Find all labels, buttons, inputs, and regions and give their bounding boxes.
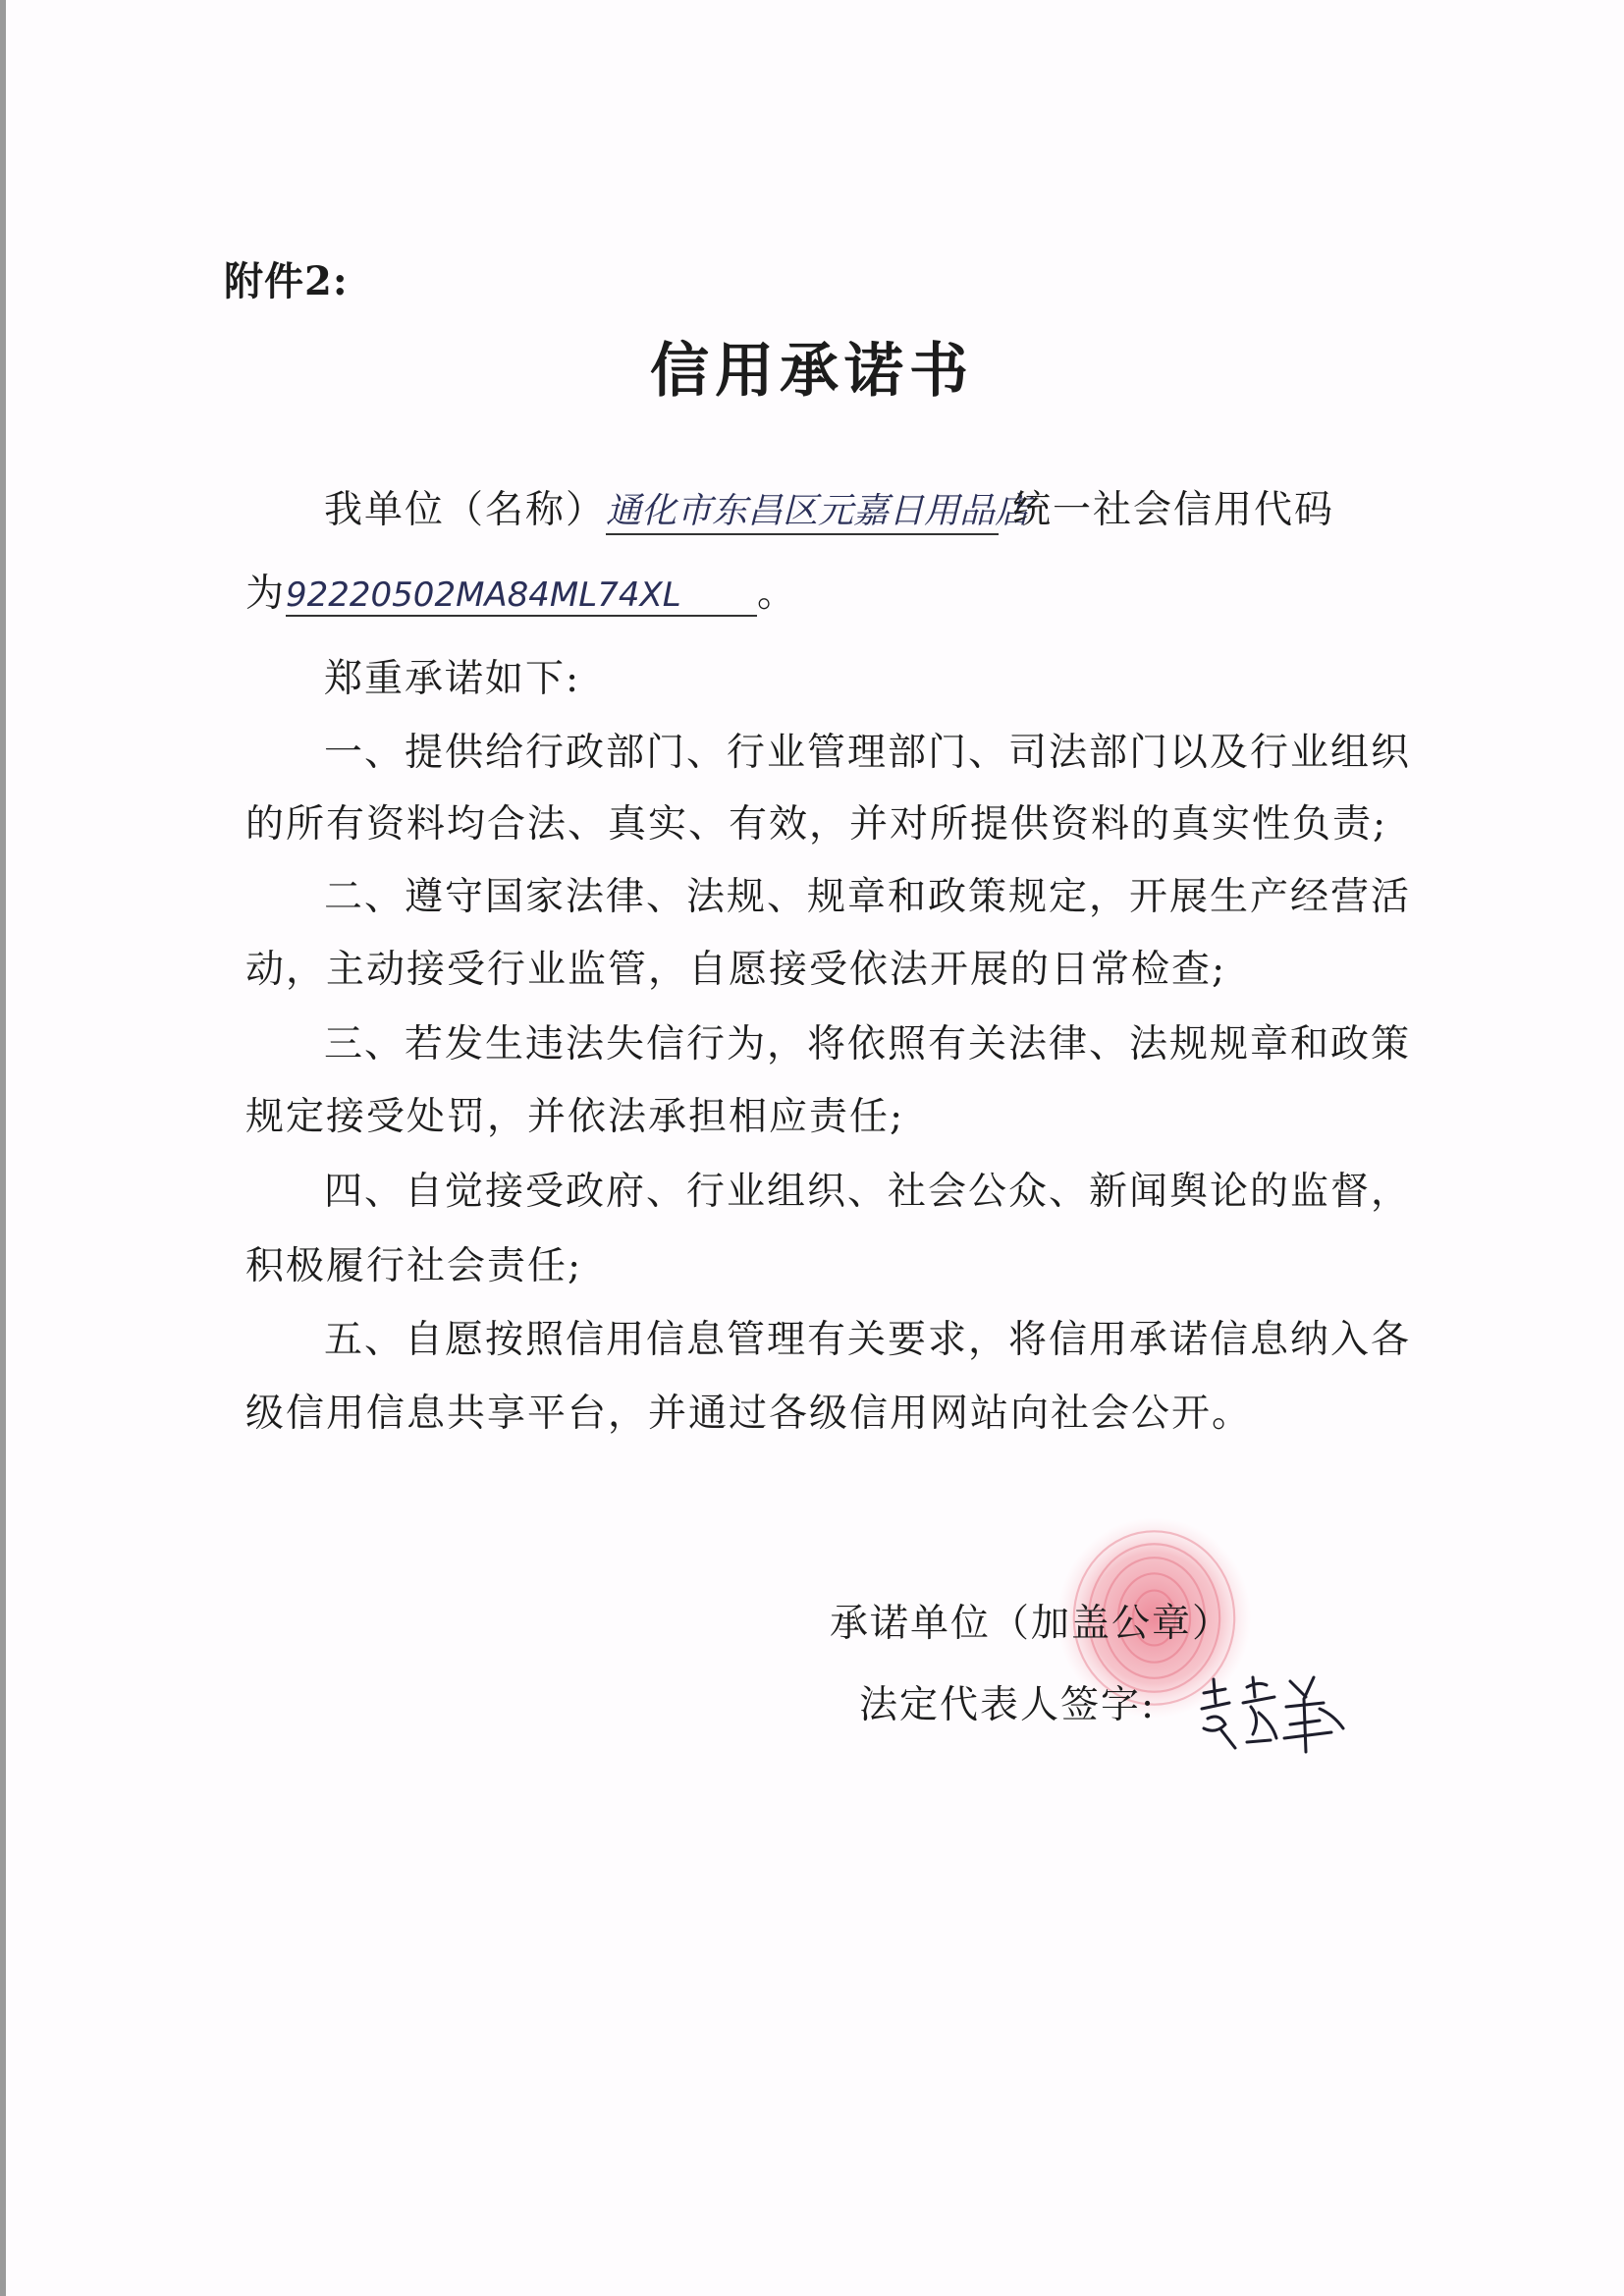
credit-code-handwritten: 92220502MA84ML74XL (286, 575, 757, 617)
handwritten-signature (1196, 1669, 1353, 1758)
body-line: 五、自愿按照信用信息管理有关要求，将信用承诺信息纳入各 (324, 1318, 1412, 1362)
unit-prefix: 我单位（名称） (324, 488, 607, 532)
body-line: 一、提供给行政部门、行业管理部门、司法部门以及行业组织 (324, 731, 1412, 775)
intro-line-2 (245, 563, 797, 618)
body-line: 的所有资料均合法、真实、有效，并对所提供资料的真实性负责; (245, 802, 1388, 847)
body-line: 三、若发生违法失信行为，将依照有关法律、法规规章和政策 (324, 1022, 1412, 1066)
body-line: 级信用信息共享平台，并通过各级信用网站向社会公开。 (245, 1392, 1253, 1436)
body-line: 积极履行社会责任; (245, 1244, 583, 1288)
attachment-label: 附件2: (224, 258, 349, 304)
code-prefix: 为 (245, 572, 287, 616)
representative-label: 法定代表人签字: (859, 1683, 1157, 1727)
intro-line-1 (324, 479, 1334, 535)
unit-name-handwritten: 通化市东昌区元嘉日用品店 (606, 483, 999, 535)
body-line: 动，主动接受行业监管，自愿接受依法开展的日常检查; (245, 948, 1227, 992)
unit-suffix: 统一社会信用代码 (1012, 488, 1335, 532)
code-suffix: 。 (757, 572, 798, 616)
body-line: 四、自觉接受政府、行业组织、社会公众、新闻舆论的监督， (324, 1170, 1412, 1214)
body-line: 二、遵守国家法律、法规、规章和政策规定，开展生产经营活 (324, 875, 1412, 919)
document-title: 信用承诺书 (650, 337, 974, 406)
promising-unit-label: 承诺单位（加盖公章） (830, 1602, 1233, 1646)
pledge-heading: 郑重承诺如下: (324, 657, 581, 701)
body-line: 规定接受处罚，并依法承担相应责任; (245, 1095, 905, 1139)
